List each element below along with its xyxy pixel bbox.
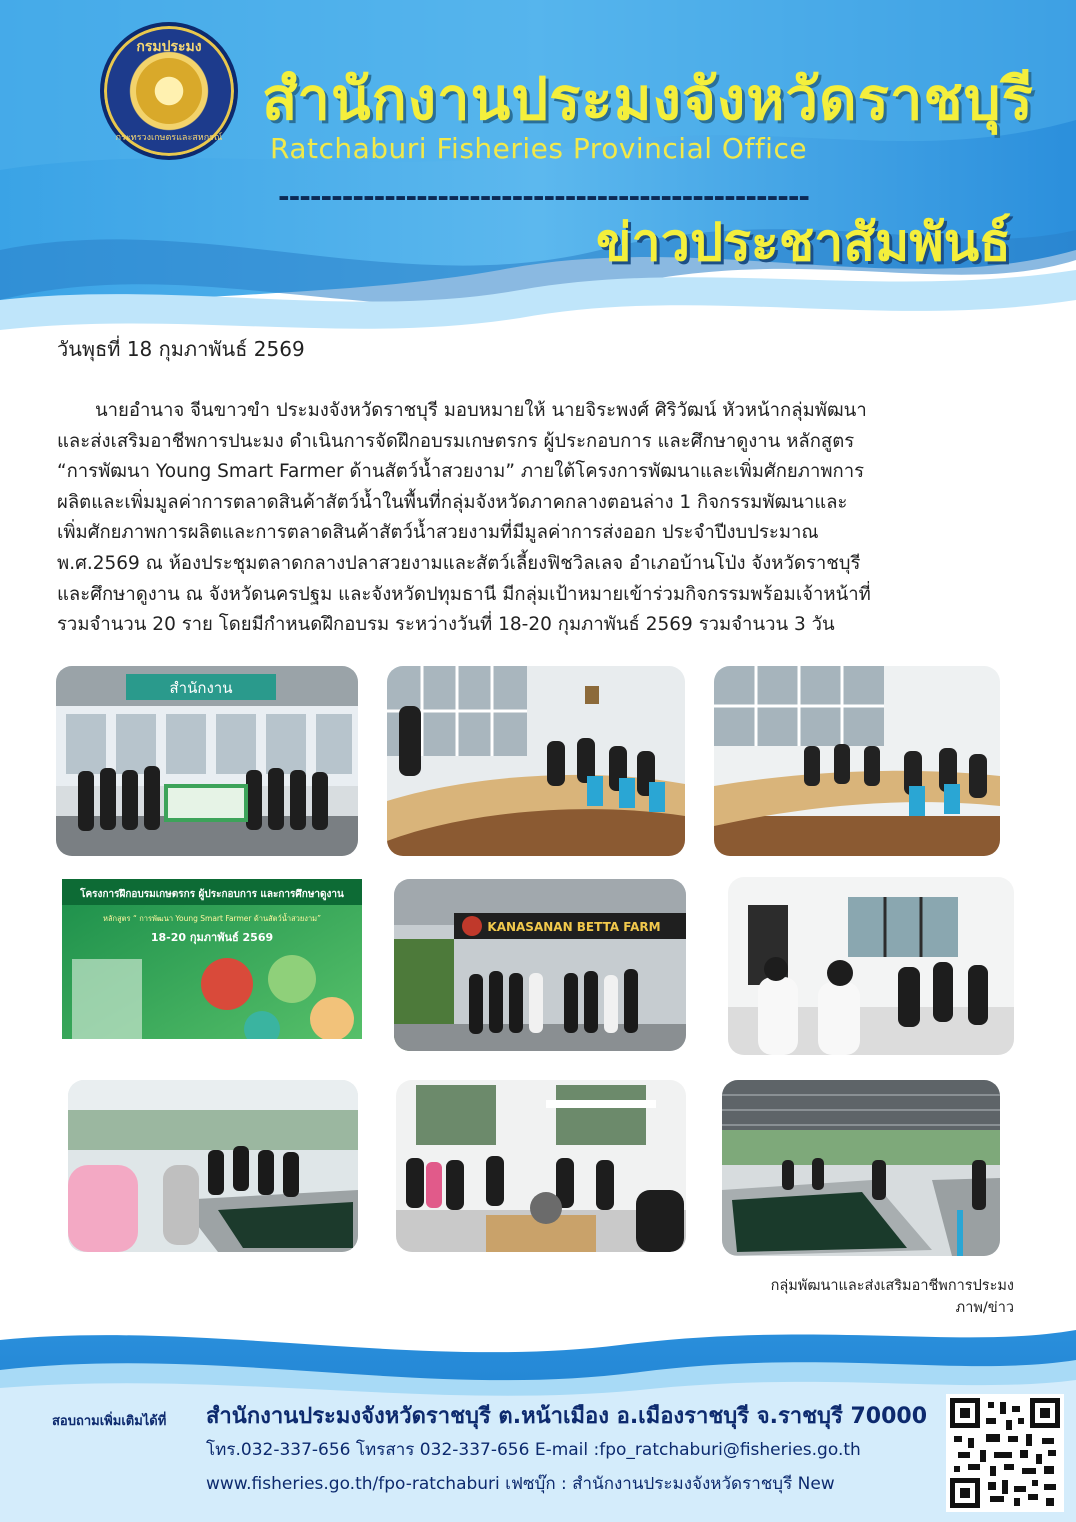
photo-fish-ponds-2: [722, 1080, 1000, 1256]
press-release-title: ข่าวประชาสัมพันธ์: [596, 213, 1011, 273]
photo-fish-ponds-1: [68, 1080, 358, 1252]
article-line: “การพัฒนา Young Smart Farmer ด้านสัตว์น้ำสวยงาม” ภายใต้โครงการพัฒนาและเพิ่มศักยภาพการ: [57, 461, 865, 483]
article-line: และศึกษาดูงาน ณ จังหวัดนครปฐม และจังหวัดปทุมธานี มีกลุ่มเป้าหมายเข้าร่วมกิจกรรมพร้อมเจ้าหน้าที่: [57, 583, 871, 605]
article-line: นายอำนาจ จีนขาวขำ ประมงจังหวัดราชบุรี มอบหมายให้ นายจิระพงศ์ ศิริวัฒน์ หัวหน้ากลุ่มพัฒนา: [95, 400, 867, 421]
footer-contact-label: สอบถามเพิ่มเติมได้ที่: [52, 1414, 167, 1429]
article-line: พ.ศ.2569 ณ ห้องประชุมตลาดกลางปลาสวยงามและสัตว์เลี้ยงฟิชวิลเลจ อำเภอบ้านโป่ง จังหวัดราชบุรี: [57, 552, 861, 574]
article-line: และส่งเสริมอาชีพการปนะมง ดำเนินการจัดฝึกอบรมเกษตรกร ผู้ประกอบการ และศึกษาดูงาน หลักสูตร: [57, 430, 855, 452]
footer-address: สำนักงานประมงจังหวัดราชบุรี ต.หน้าเมือง อ.เมืองราชบุรี จ.ราชบุรี 70000: [206, 1404, 928, 1429]
article-line: ผลิตและเพิ่มมูลค่าการตลาดสินค้าสัตว์น้ำในพื้นที่กลุ่มจังหวัดภาคกลางตอนล่าง 1 กิจกรรมพัฒนาและ: [57, 491, 848, 513]
photo-meeting-circle: [728, 877, 1014, 1055]
credit-byline: ภาพ/ข่าว: [955, 1300, 1014, 1316]
office-title-english: Ratchaburi Fisheries Provincial Office: [270, 132, 808, 165]
logo-text-bottom: กระทรวงเกษตรและสหกรณ์: [115, 133, 223, 143]
photo-training-room-1: [387, 666, 685, 856]
header-divider: --------------------------------------------------: [278, 180, 810, 213]
qr-code-icon[interactable]: [946, 1394, 1064, 1512]
poster-date: 18-20 กุมภาพันธ์ 2569: [150, 931, 274, 944]
department-logo: [100, 22, 238, 160]
credit-group: กลุ่มพัฒนาและส่งเสริมอาชีพการประมง: [770, 1278, 1014, 1294]
photo-group-at-office: [56, 666, 358, 856]
news-article: [57, 396, 1017, 641]
footer-phone-email: โทร.032-337-656 โทรสาร 032-337-656 E-mail :fpo_ratchaburi@fisheries.go.th: [206, 1440, 861, 1460]
photo-training-poster: [62, 879, 362, 1053]
photo-training-room-2: [714, 666, 1000, 856]
news-date: วันพุธที่ 18 กุมภาพันธ์ 2569: [57, 337, 305, 361]
logo-emblem-icon: [136, 58, 202, 124]
article-line: รวมจำนวน 20 ราย โดยมีกำหนดฝึกอบรม ระหว่างวันที่ 18-20 กุมภาพันธ์ 2569 รวมจำนวน 3 วัน: [57, 614, 835, 636]
office-title-thai: สำนักงานประมงจังหวัดราชบุรี: [262, 65, 1034, 133]
poster-title: โครงการฝึกอบรมเกษตรกร ผู้ประกอบการ และการศึกษาดูงาน: [80, 889, 344, 900]
page-footer: [0, 1310, 1076, 1522]
photo-betta-farm-group: [394, 879, 686, 1051]
poster-course: หลักสูตร “ การพัฒนา Young Smart Farmer ด้านสัตว์น้ำสวยงาม”: [103, 914, 321, 923]
photo-meeting-room-group: [396, 1080, 686, 1252]
article-line: เพิ่มศักยภาพการผลิตและการตลาดสินค้าสัตว์น้ำสวยงามที่มีมูลค่าการส่งออก ประจำปีงบประมาณ: [57, 522, 819, 544]
footer-website: www.fisheries.go.th/fpo-ratchaburi เฟซบุ๊ก : สำนักงานประมงจังหวัดราชบุรี New: [206, 1474, 835, 1494]
logo-text-top: กรมประมง: [136, 39, 202, 55]
farm-sign-text: KANASANAN BETTA FARM: [487, 920, 661, 934]
office-sign-text: สำนักงาน: [169, 679, 233, 697]
page-header: [0, 0, 1076, 345]
